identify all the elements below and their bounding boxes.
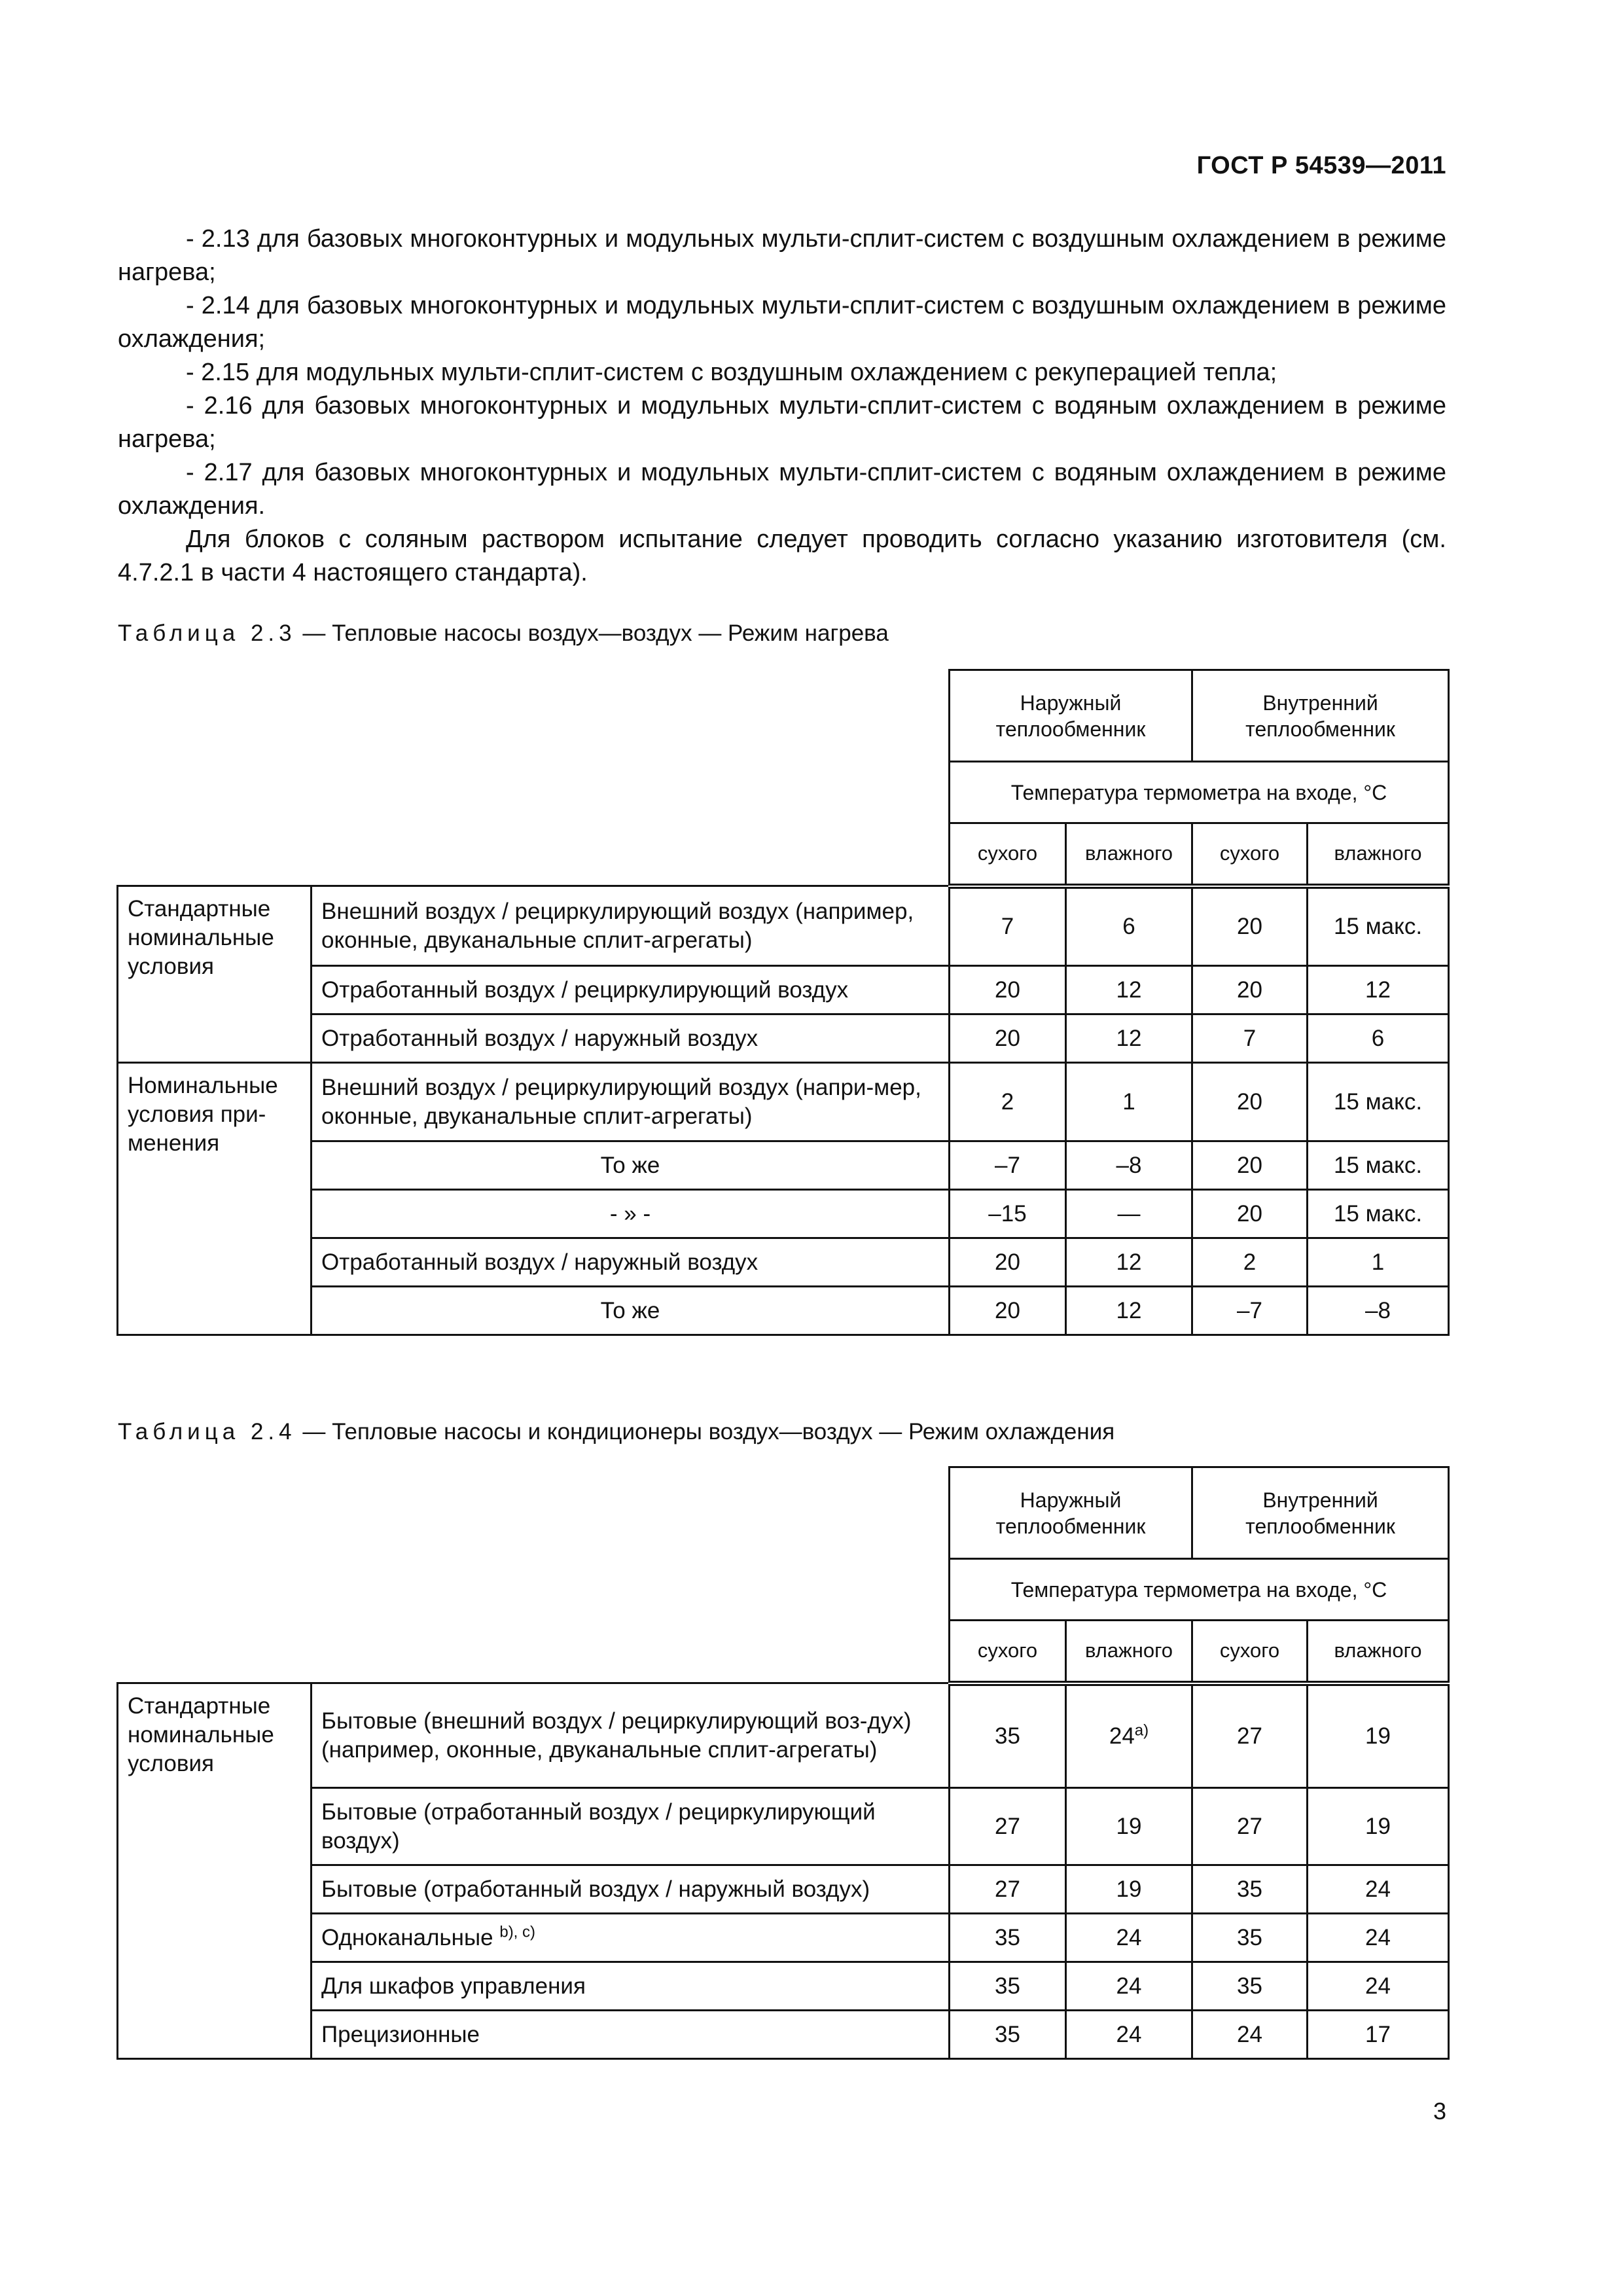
list-item: - 2.14 для базовых многоконтурных и модульных мульти-сплит-систем с воздушным охлаждением в режиме охлаждения; (118, 292, 1446, 353)
header-inlet-temperature: Температура термометра на входе, °C (950, 762, 1449, 823)
header-dry: сухого (1192, 823, 1308, 886)
table-row: Стандартные номинальные условия Внешний воздух / рециркулирующий воздух (например, оконные, двуканальные сплит-агрегаты) 7 6 20 15 макс. (118, 886, 1449, 966)
table-heating (116, 669, 1450, 1336)
header-wet: влажного (1066, 1621, 1192, 1683)
page-number: 3 (1433, 2098, 1446, 2125)
table-row: Стандартные номинальные условия Бытовые (внешний воздух / рециркулирующий воз-дух) (например, оконные, двуканальные сплит-агрегаты) 35 24$^{a)}$ 27 19 (118, 1683, 1449, 1788)
table-row: Бытовые (отработанный воздух / рециркулирующий воздух) 27 19 27 19 (118, 1788, 1449, 1865)
body-text (118, 223, 1446, 590)
table-caption-text: — Тепловые насосы и кондиционеры воздух—воздух — Режим охлаждения (296, 1419, 1115, 1444)
table-caption (118, 620, 889, 647)
standard-number: ГОСТ Р 54539—2011 (1196, 152, 1446, 179)
table-row: Отработанный воздух / наружный воздух 20 12 2 1 (118, 1238, 1449, 1287)
group-standard-conditions: Стандартные номинальные условия (118, 1683, 312, 2059)
table-caption-label: Таблица 2.4 (118, 1419, 296, 1444)
footnote-marker: b), c) (499, 1922, 536, 1941)
list-item: - 2.16 для базовых многоконтурных и модульных мульти-сплит-систем с водяным охлаждением в режиме нагрева; (118, 392, 1446, 453)
table-row: Отработанный воздух / наружный воздух 20 12 7 6 (118, 1014, 1449, 1063)
header-wet: влажного (1308, 823, 1449, 886)
group-standard-conditions: Стандартные номинальные условия (118, 886, 312, 1063)
table-row: Отработанный воздух / рециркулирующий воздух 20 12 20 12 (118, 966, 1449, 1014)
table-row: - » - –15 — 20 15 макс. (118, 1190, 1449, 1238)
table-row: То же –7 –8 20 15 макс. (118, 1141, 1449, 1190)
table-caption-text: — Тепловые насосы воздух—воздух — Режим нагрева (296, 620, 889, 646)
header-indoor-exchanger: Внутренний теплообменник (1192, 1467, 1449, 1559)
list-item: - 2.15 для модульных мульти-сплит-систем с воздушным охлаждением с рекуперацией тепла; (186, 359, 1277, 386)
table-row: Номинальные условия при-менения Внешний воздух / рециркулирующий воздух (напри-мер, оконные, двуканальные сплит-агрегаты) 2 1 20 15 макс. (118, 1063, 1449, 1141)
table-row: Для шкафов управления 35 24 35 24 (118, 1962, 1449, 2011)
header-dry: сухого (950, 1621, 1066, 1683)
table-row: То же 20 12 –7 –8 (118, 1287, 1449, 1335)
header-inlet-temperature: Температура термометра на входе, °C (950, 1559, 1449, 1621)
header-dry: сухого (1192, 1621, 1308, 1683)
header-outdoor-exchanger: Наружный теплообменник (950, 1467, 1192, 1559)
header-indoor-exchanger: Внутренний теплообменник (1192, 670, 1449, 762)
table-row: Одноканальные $^{b), c)}$ 35 24 35 24 (118, 1914, 1449, 1962)
table-row: Прецизионные 35 24 24 17 (118, 2011, 1449, 2059)
header-dry: сухого (950, 823, 1066, 886)
paragraph: Для блоков с соляным раствором испытание следует проводить согласно указанию изготовителя (см. 4.7.2.1 в части 4 настоящего стандарта). (118, 526, 1446, 586)
table-row: Бытовые (отработанный воздух / наружный воздух) 27 19 35 24 (118, 1865, 1449, 1914)
header-wet: влажного (1308, 1621, 1449, 1683)
header-wet: влажного (1066, 823, 1192, 886)
table-caption-label: Таблица 2.3 (118, 620, 296, 646)
group-application-conditions: Номинальные условия при-менения (118, 1063, 312, 1335)
table-caption (118, 1419, 1115, 1445)
list-item: - 2.13 для базовых многоконтурных и модульных мульти-сплит-систем с воздушным охлаждением в режиме нагрева; (118, 225, 1446, 286)
list-item: - 2.17 для базовых многоконтурных и модульных мульти-сплит-систем с водяным охлаждением в режиме охлаждения. (118, 459, 1446, 520)
header-outdoor-exchanger: Наружный теплообменник (950, 670, 1192, 762)
footnote-marker: a) (1134, 1721, 1149, 1740)
table-cooling (116, 1466, 1450, 2060)
